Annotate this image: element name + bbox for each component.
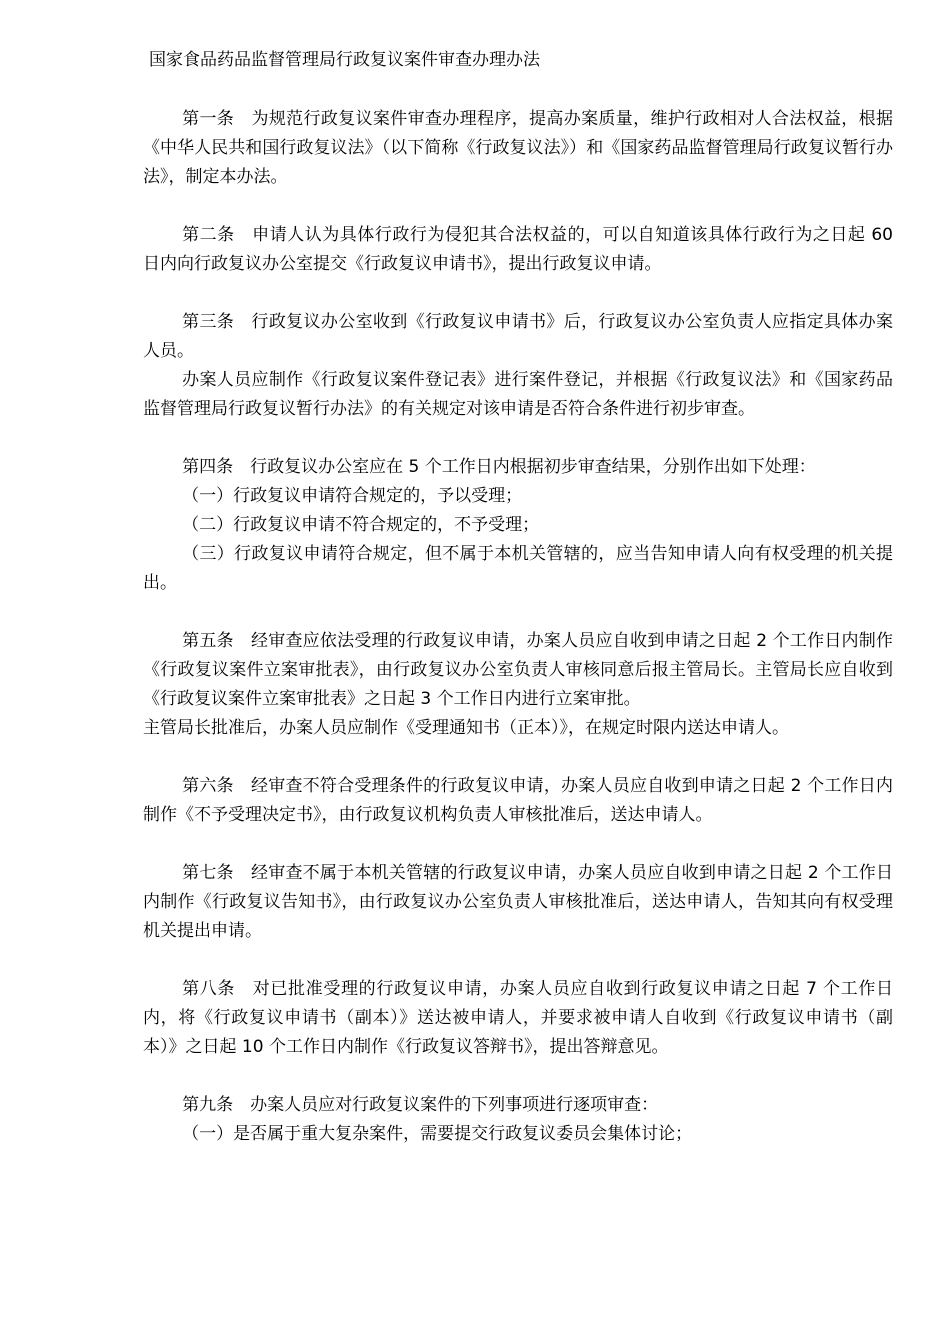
article-paragraph: 第八条 对已批准受理的行政复议申请，办案人员应自收到行政复议申请之日起 7 个工作日内，将《行政复议申请书（副本）》送达被申请人，并要求被申请人自收到《行政复议申请书（副本）》之日起 10 个工作日内制作《行政复议答辩书》，提出答辩意见。 <box>143 979 893 1057</box>
article-6 <box>143 772 893 830</box>
article-paragraph-unindented: 主管局长批准后，办案人员应制作《受理通知书（正本）》，在规定时限内送达申请人。 <box>143 718 789 738</box>
document-title: 国家食品药品监督管理局行政复议案件审查办理办法 <box>149 50 540 70</box>
list-item: （一）行政复议申请符合规定的，予以受理； <box>182 486 523 506</box>
article-7 <box>143 859 893 946</box>
article-paragraph: 第三条 行政复议办公室收到《行政复议申请书》后，行政复议办公室负责人应指定具体办案人员。 <box>143 312 893 361</box>
article-4 <box>143 453 893 598</box>
document-page <box>143 46 893 1178</box>
article-paragraph: 第四条 行政复议办公室应在 5 个工作日内根据初步审查结果，分别作出如下处理： <box>182 457 816 477</box>
article-paragraph: 办案人员应制作《行政复议案件登记表》进行案件登记，并根据《行政复议法》和《国家药品监督管理局行政复议暂行办法》的有关规定对该申请是否符合条件进行初步审查。 <box>143 370 893 419</box>
article-paragraph: 第六条 经审查不符合受理条件的行政复议申请，办案人员应自收到申请之日起 2 个工作日内制作《不予受理决定书》，由行政复议机构负责人审核批准后，送达申请人。 <box>143 776 893 825</box>
article-1 <box>143 105 893 192</box>
article-paragraph: 第一条 为规范行政复议案件审查办理程序，提高办案质量，维护行政相对人合法权益，根据《中华人民共和国行政复议法》（以下简称《行政复议法》）和《国家药品监督管理局行政复议暂行办法》，制定本办法。 <box>143 109 893 187</box>
article-paragraph: 第二条 申请人认为具体行政行为侵犯其合法权益的，可以自知道该具体行政行为之日起 60 日内向行政复议办公室提交《行政复议申请书》，提出行政复议申请。 <box>143 225 893 274</box>
article-2 <box>143 221 893 279</box>
list-item: （二）行政复议申请不符合规定的，不予受理； <box>182 515 540 535</box>
article-8 <box>143 975 893 1062</box>
list-item: （三）行政复议申请符合规定，但不属于本机关管辖的，应当告知申请人向有权受理的机关提出。 <box>143 544 893 593</box>
article-paragraph: 第九条 办案人员应对行政复议案件的下列事项进行逐项审查： <box>182 1095 659 1115</box>
article-paragraph: 第七条 经审查不属于本机关管辖的行政复议申请，办案人员应自收到申请之日起 2 个工作日内制作《行政复议告知书》，由行政复议办公室负责人审核批准后，送达申请人，告知其向有权受理机关提出申请。 <box>143 863 893 941</box>
article-3 <box>143 308 893 424</box>
article-5 <box>143 627 893 743</box>
article-paragraph: 第五条 经审查应依法受理的行政复议申请，办案人员应自收到申请之日起 2 个工作日内制作《行政复议案件立案审批表》，由行政复议办公室负责人审核同意后报主管局长。主管局长应自收到《行政复议案件立案审批表》之日起 3 个工作日内进行立案审批。 <box>143 631 893 709</box>
article-9 <box>143 1091 893 1149</box>
list-item: （一）是否属于重大复杂案件，需要提交行政复议委员会集体讨论； <box>182 1124 693 1144</box>
